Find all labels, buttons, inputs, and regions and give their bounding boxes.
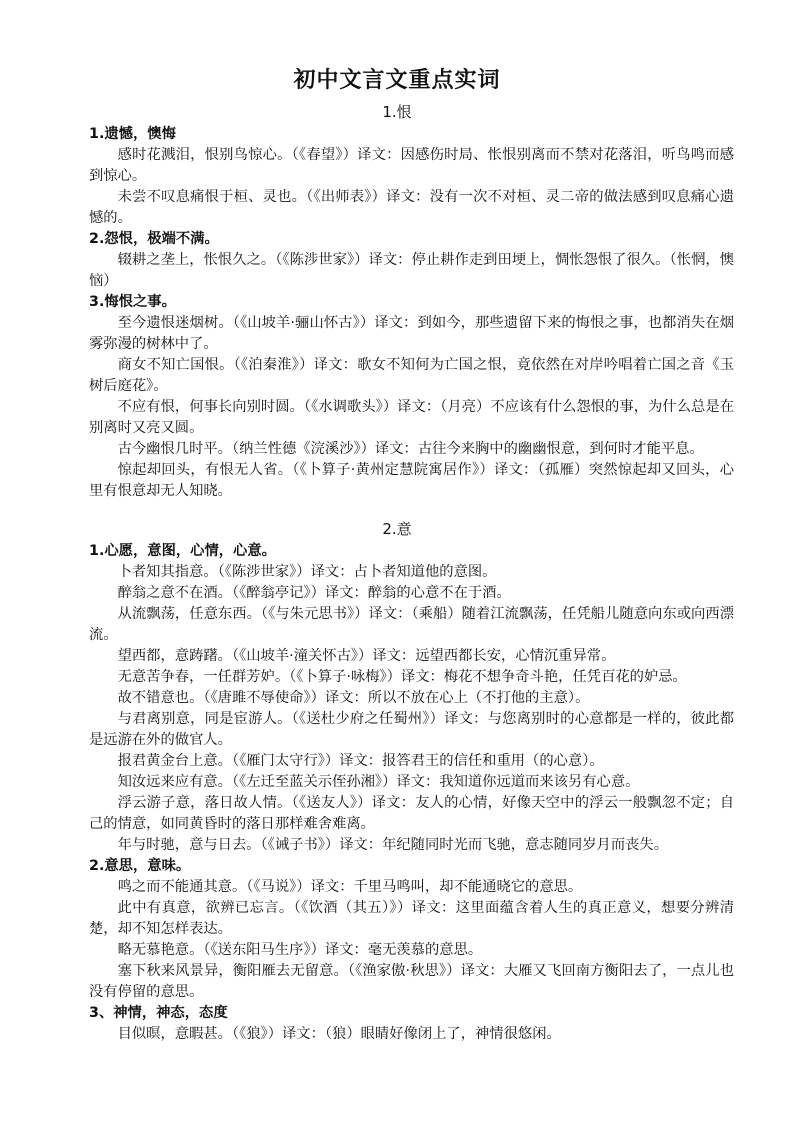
example-entry: 望西都，意踌躇。（《山坡羊·潼关怀古》）译文：远望西都长安，心情沉重异常。 [117,648,616,664]
example-entry: 目似暝，意暇甚。（《狼》）译文：（狼）眼睛好像闭上了，神情很悠闲。 [117,1026,561,1042]
subheading: 2.怨恨，极端不满。 [89,231,219,247]
example-entry: 商女不知亡国恨。（《泊秦淮》）译文：歌女不知何为亡国之恨，竟依然在对岸吟唱着亡国之音《玉树后庭花》。 [89,357,734,394]
subheading: 2.意思，意味。 [89,858,191,874]
example-entry: 略无慕艳意。（《送东阳马生序》）译文：毫无羡慕的意思。 [117,942,483,958]
section-body-hen [89,124,734,502]
example-entry: 不应有恨，何事长向别时圆。（《水调歌头》）译文：（月亮）不应该有什么怨恨的事，为什么总是在别离时又亮又圆。 [89,399,734,436]
section-heading-yi: 2.意 [382,520,412,538]
example-entry: 感时花溅泪，恨别鸟惊心。（《春望》）译文：因感伤时局、怅恨别离而不禁对花落泪，听鸟鸣而感到惊心。 [89,147,734,184]
example-entry: 故不错意也。（《唐雎不辱使命》）译文：所以不放在心上（不打他的主意）。 [117,690,590,706]
document-title: 初中文言文重点实词 [293,68,501,93]
example-entry: 报君黄金台上意。（《雁门太守行》）译文：报答君王的信任和重用（的心意）。 [117,753,604,769]
subheading: 3.悔恨之事。 [89,294,176,310]
example-entry: 辍耕之垄上，怅恨久之。（《陈涉世家》）译文：停止耕作走到田埂上，惆怅怨恨了很久。（怅惘，懊恼） [89,252,734,289]
example-entry: 卜者知其指意。（《陈涉世家》）译文：占卜者知道他的意图。 [117,564,497,580]
example-entry: 未尝不叹息痛恨于桓、灵也。（《出师表》）译文：没有一次不对桓、灵二帝的做法感到叹息痛心遗憾的。 [89,189,734,226]
section-body-yi [89,541,734,1045]
subheading: 1.心愿，意图，心情，心意。 [89,543,276,559]
example-entry: 塞下秋来风景异，衡阳雁去无留意。（《渔家傲·秋思》）译文：大雁又飞回南方衡阳去了，一点儿也没有停留的意思。 [89,963,734,1000]
example-entry: 惊起却回头，有恨无人省。（《卜算子·黄州定慧院寓居作》）译文：（孤雁）突然惊起却又回头，心里有恨意却无人知晓。 [89,462,734,499]
example-entry: 从流飘荡，任意东西。（《与朱元思书》）译文：（乘船）随着江流飘荡，任凭船儿随意向东或向西漂流。 [89,606,734,643]
section-heading-hen: 1.恨 [382,103,412,121]
example-entry: 醉翁之意不在酒。（《醉翁亭记》）译文：醉翁的心意不在于酒。 [117,585,511,601]
example-entry: 与君离别意，同是宦游人。（《送杜少府之任蜀州》）译文：与您离别时的心意都是一样的，彼此都是远游在外的做官人。 [89,711,734,748]
example-entry: 古今幽恨几时平。（纳兰性德《浣溪沙》）译文：古往今来胸中的幽幽恨意，到何时才能平息。 [117,441,704,457]
subheading: 1.遗憾，懊悔 [89,126,176,142]
example-entry: 至今遗恨迷烟树。（《山坡羊·骊山怀古》）译文：到如今，那些遗留下来的悔恨之事，也都消失在烟雾弥漫的树林中了。 [89,315,734,352]
subheading: 3、神情，神态，态度 [89,1005,228,1021]
example-entry: 鸣之而不能通其意。（《马说》）译文：千里马鸣叫，却不能通晓它的意思。 [117,879,583,895]
example-entry: 无意苦争春，一任群芳妒。（《卜算子·咏梅》）译文：梅花不想争奇斗艳，任凭百花的妒忌。 [117,669,687,685]
example-entry: 知汝远来应有意。（《左迁至蓝关示侄孙湘》）译文：我知道你远道而来该另有心意。 [117,774,640,790]
example-entry: 年与时驰，意与日去。（《诫子书》）译文：年纪随同时光而飞驰，意志随同岁月而丧失。 [117,837,669,853]
example-entry: 此中有真意，欲辨已忘言。（《饮酒（其五）》）译文：这里面蕴含着人生的真正意义，想要分辨清楚，却不知怎样表达。 [89,900,734,937]
example-entry: 浮云游子意，落日故人情。（《送友人》）译文：友人的心情，好像天空中的浮云一般飘忽不定；自己的情意，如同黄昏时的落日那样难舍难离。 [89,795,734,832]
